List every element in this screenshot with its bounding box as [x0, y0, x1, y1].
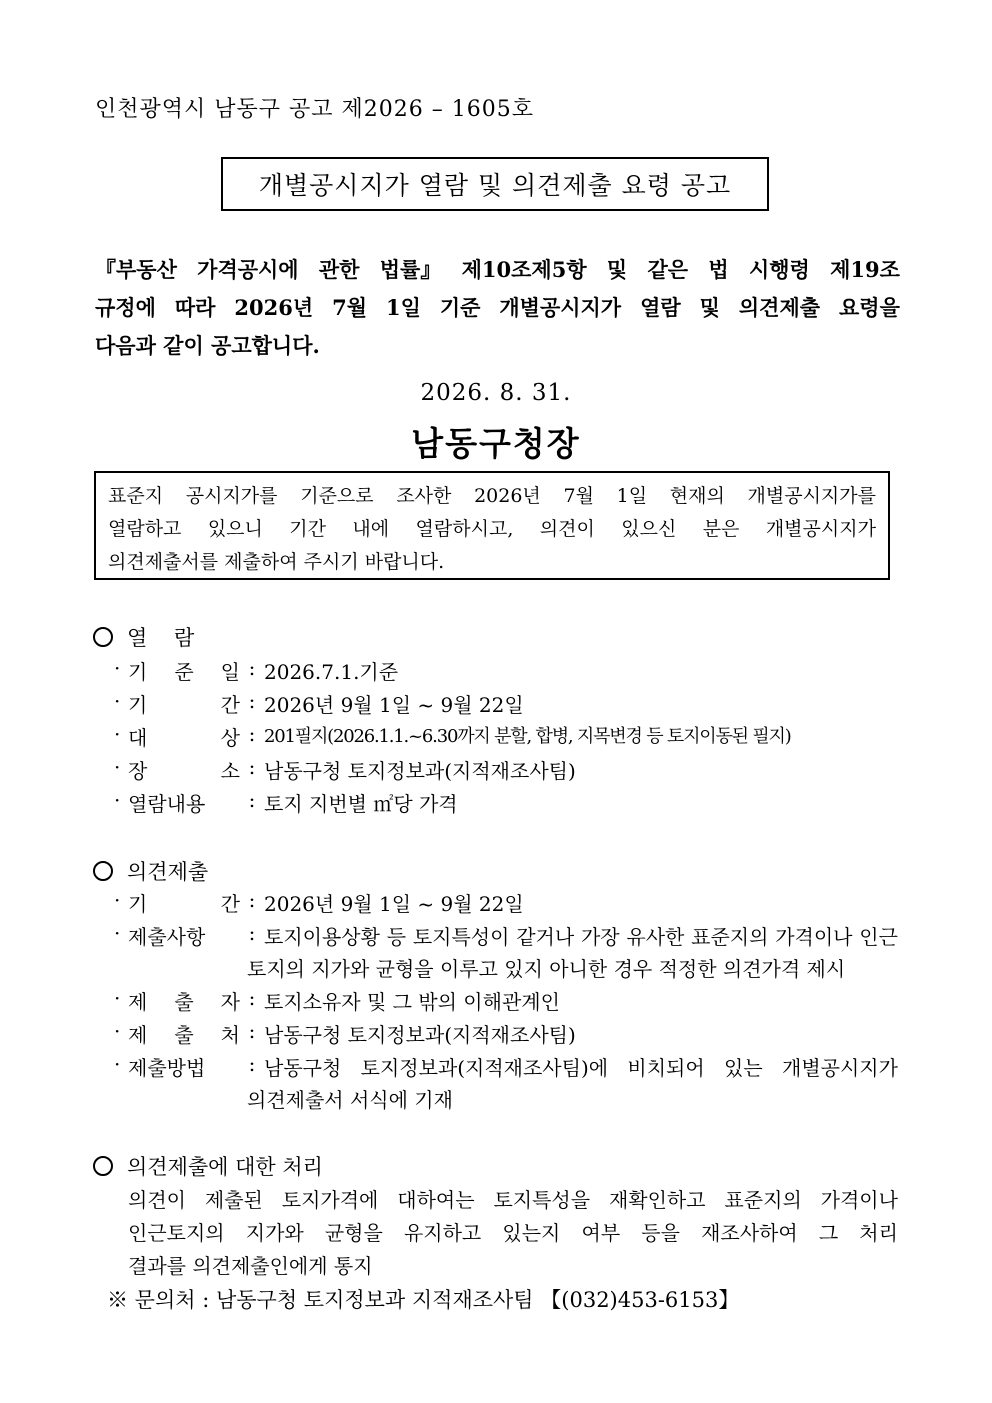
item-value: 2026년 9월 1일 ~ 9월 22일	[264, 693, 524, 717]
word: 의견제출	[738, 295, 821, 320]
word: 기간	[289, 518, 327, 540]
word: 제출된	[204, 1188, 263, 1212]
word: 열람하시고,	[415, 518, 514, 540]
word: 현재의	[669, 485, 725, 507]
word: 열람	[640, 295, 681, 320]
item-label: 기 간	[128, 892, 240, 916]
list-item	[114, 921, 898, 950]
section-viewing-title: 열 람	[127, 626, 195, 650]
word: 균형을	[324, 1221, 383, 1245]
intro-line	[95, 251, 900, 289]
word: 1일	[385, 295, 421, 320]
list-item	[114, 888, 524, 917]
word: 처리	[859, 1221, 898, 1245]
word: 1일	[616, 485, 648, 507]
section-viewing-heading	[93, 622, 194, 652]
circle-bullet-icon	[93, 627, 113, 647]
word: 시행령	[748, 257, 810, 282]
colon: :	[248, 986, 256, 1010]
circle-bullet-icon	[93, 861, 113, 881]
item-value: 토지 지번별 ㎡당 가격	[264, 792, 458, 816]
item-value: 토지소유자 및 그 밖의 이해관계인	[264, 990, 560, 1014]
list-item	[114, 1052, 898, 1081]
list-item	[114, 755, 576, 784]
notice-number: 인천광역시 남동구 공고 제2026 – 1605호	[95, 97, 534, 122]
colon: :	[248, 656, 256, 680]
item-label: 열람내용	[128, 792, 206, 816]
word: 및	[606, 257, 628, 282]
section-processing-title: 의견제출에 대한 처리	[127, 1155, 323, 1179]
processing-line: 결과를 의견제출인에게 통지	[128, 1254, 373, 1278]
word: 및	[699, 295, 720, 320]
item-label: 제출사항	[128, 925, 206, 949]
word: 있으신	[621, 518, 677, 540]
word: 표준지의	[724, 1188, 802, 1212]
word: 7월	[563, 485, 594, 507]
word: 의견이	[128, 1188, 186, 1212]
word: 조사한	[396, 485, 452, 507]
processing-line	[128, 1217, 898, 1250]
list-item	[114, 986, 560, 1015]
item-label: 제 출 자	[128, 990, 240, 1014]
colon: :	[248, 888, 256, 912]
bullet-dot: ·	[114, 656, 121, 680]
info-line	[108, 513, 876, 546]
word: 제19조	[830, 257, 900, 282]
colon: :	[248, 722, 256, 746]
processing-paragraph	[128, 1184, 898, 1283]
word: 같은	[647, 257, 689, 282]
word: 규정에	[95, 295, 156, 320]
bullet-dot: ·	[114, 1052, 121, 1076]
word: 관한	[318, 257, 360, 282]
colon: :	[248, 755, 256, 779]
circle-bullet-icon	[93, 1156, 113, 1176]
info-box	[94, 471, 890, 580]
item-label: 대 상	[128, 726, 240, 750]
word: 요령을	[839, 295, 900, 320]
info-line	[108, 480, 876, 513]
item-value: 201필지(2026.1.1.~6.30까지 분할, 합병, 지목변경 등 토지이동된 필지)	[264, 726, 791, 747]
colon: :	[248, 1052, 256, 1076]
item-value: 토지이용상황 등 토지특성이 같거나 가장 유사한 표준지의 가격이나 인근	[264, 925, 898, 949]
item-value-continued: 의견제출서 서식에 기재	[247, 1088, 453, 1112]
item-label: 기 간	[128, 693, 240, 717]
list-item	[114, 656, 398, 685]
word: 2026년	[234, 295, 314, 320]
info-line: 의견제출서를 제출하여 주시기 바랍니다.	[108, 551, 445, 573]
item-value: 2026.7.1.기준	[264, 660, 399, 684]
item-value-continued: 토지의 지가와 균형을 이루고 있지 아니한 경우 적정한 의견가격 제시	[247, 957, 846, 981]
word: 등을	[641, 1221, 680, 1245]
section-processing-heading	[93, 1151, 323, 1181]
list-item	[114, 788, 458, 817]
item-label: 기 준 일	[128, 660, 240, 684]
word: 법	[708, 257, 729, 282]
bullet-dot: ·	[114, 888, 121, 912]
word: 2026년	[474, 485, 541, 507]
signer: 남동구청장	[411, 424, 581, 463]
item-value: 2026년 9월 1일 ~ 9월 22일	[264, 892, 524, 916]
section-opinion-heading	[93, 856, 208, 886]
bullet-dot: ·	[114, 1019, 121, 1043]
word: 의견이	[539, 518, 595, 540]
word: 개별공시지가	[765, 518, 876, 540]
word: 토지특성을	[493, 1188, 591, 1212]
word: 열람하고	[108, 518, 182, 540]
section-opinion-title: 의견제출	[127, 860, 209, 884]
bullet-dot: ·	[114, 755, 121, 779]
word: 가격공시에	[197, 257, 299, 282]
item-value: 남동구청 토지정보과(지적재조사팀)	[264, 1023, 576, 1047]
word: 대하여는	[397, 1188, 475, 1212]
bullet-dot: ·	[114, 986, 121, 1010]
word: 유지하고	[403, 1221, 482, 1245]
word: 법률』	[379, 257, 442, 282]
word: 분은	[702, 518, 740, 540]
word: 여부	[581, 1221, 621, 1245]
colon: :	[248, 788, 256, 812]
word: 있으니	[207, 518, 263, 540]
processing-line	[128, 1184, 898, 1217]
bullet-dot: ·	[114, 689, 121, 713]
word: 개별공시지가를	[747, 485, 876, 507]
bullet-dot: ·	[114, 788, 121, 812]
word: 내에	[352, 518, 390, 540]
word: 기준	[439, 295, 481, 320]
word: 7월	[332, 295, 367, 320]
word: 기준으로	[300, 485, 374, 507]
word: 개별공시지가	[499, 295, 622, 320]
word: 가격이나	[820, 1188, 898, 1212]
word: 그	[818, 1221, 839, 1245]
notice-title: 개별공시지가 열람 및 의견제출 요령 공고	[221, 157, 769, 211]
bullet-dot: ·	[114, 921, 121, 945]
word: 『부동산	[95, 257, 177, 282]
word: 제10조제5항	[461, 257, 587, 282]
item-value: 남동구청 토지정보과(지적재조사팀)	[264, 759, 576, 783]
list-item	[114, 1019, 576, 1048]
intro-paragraph	[95, 251, 900, 365]
word: 재확인하고	[608, 1188, 706, 1212]
word: 따라	[174, 295, 216, 320]
item-label: 제출방법	[128, 1056, 206, 1080]
word: 있는지	[502, 1221, 561, 1245]
list-item	[114, 689, 524, 718]
intro-line: 다음과 같이 공고합니다.	[95, 333, 320, 358]
colon: :	[248, 921, 256, 945]
item-label: 장 소	[128, 759, 240, 783]
word: 공시지가를	[185, 485, 278, 507]
bullet-dot: ·	[114, 722, 121, 746]
list-item	[114, 722, 791, 751]
word: 토지가격에	[281, 1188, 379, 1212]
word: 지가와	[245, 1221, 304, 1245]
item-label: 제 출 처	[128, 1023, 240, 1047]
word: 인근토지의	[128, 1221, 225, 1245]
contact-info: ※ 문의처 : 남동구청 토지정보과 지적재조사팀 【(032)453-6153】	[107, 1288, 740, 1312]
intro-line	[95, 289, 900, 327]
notice-date: 2026. 8. 31.	[420, 380, 572, 406]
item-value: 남동구청 토지정보과(지적재조사팀)에 비치되어 있는 개별공시지가	[264, 1056, 898, 1080]
colon: :	[248, 1019, 256, 1043]
word: 재조사하여	[701, 1221, 798, 1245]
colon: :	[248, 689, 256, 713]
word: 표준지	[108, 485, 164, 507]
